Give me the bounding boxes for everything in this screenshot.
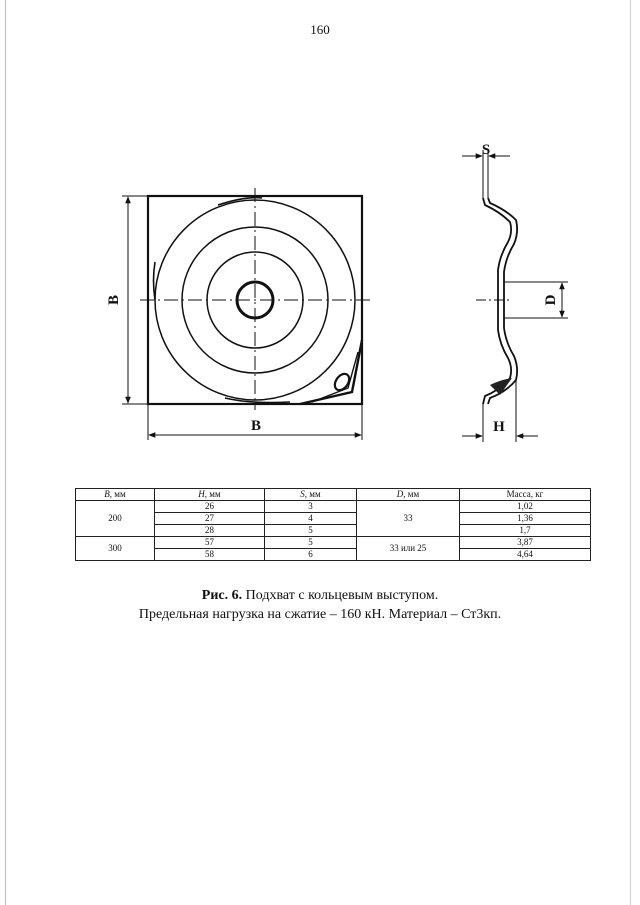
cell-h: 58 (155, 549, 265, 561)
dimension-d (504, 282, 568, 318)
header-mass: Масса, кг (460, 489, 591, 501)
cell-h: 28 (155, 525, 265, 537)
label-s: S (481, 142, 491, 158)
cell-mass: 4,64 (460, 549, 591, 561)
header-h: H, мм (155, 489, 265, 501)
table-header-row (76, 489, 591, 501)
cell-s: 5 (265, 537, 357, 549)
header-d: D, мм (357, 489, 460, 501)
spec-table (75, 488, 591, 561)
cell-h: 27 (155, 513, 265, 525)
cell-mass: 3,87 (460, 537, 591, 549)
cell-mass: 1,02 (460, 501, 591, 513)
cell-s: 3 (265, 501, 357, 513)
cell-d: 33 (357, 501, 460, 537)
label-d: D (543, 294, 559, 306)
cell-mass: 1,36 (460, 513, 591, 525)
table-row (76, 537, 591, 549)
corner-hole (332, 371, 352, 393)
dimension-s (462, 142, 510, 198)
figure-note: Предельная нагрузка на сжатие – 160 кН. Материал – Ст3кп. (138, 607, 502, 622)
page-number: 160 (310, 22, 330, 37)
cell-mass: 1,7 (460, 525, 591, 537)
label-b-horizontal: B (250, 418, 262, 434)
cell-s: 6 (265, 549, 357, 561)
table-row (76, 501, 591, 513)
figure-label: Рис. 6. (201, 588, 243, 603)
cell-s: 4 (265, 513, 357, 525)
label-h: H (493, 419, 505, 435)
cell-h: 26 (155, 501, 265, 513)
header-b: B, мм (76, 489, 155, 501)
label-b-vertical: B (106, 294, 122, 306)
edge-arc-left (154, 262, 156, 300)
cell-d: 33 или 25 (357, 537, 460, 561)
plate-plan-view (140, 188, 370, 410)
header-s: S, мм (265, 489, 357, 501)
cell-s: 5 (265, 525, 357, 537)
plate-section-view (476, 198, 517, 404)
cell-b: 200 (76, 501, 155, 537)
figure-title: Подхват с кольцевым выступом. (242, 588, 439, 603)
cell-b: 300 (76, 537, 155, 561)
cell-h: 57 (155, 537, 265, 549)
figure-caption (0, 588, 640, 604)
